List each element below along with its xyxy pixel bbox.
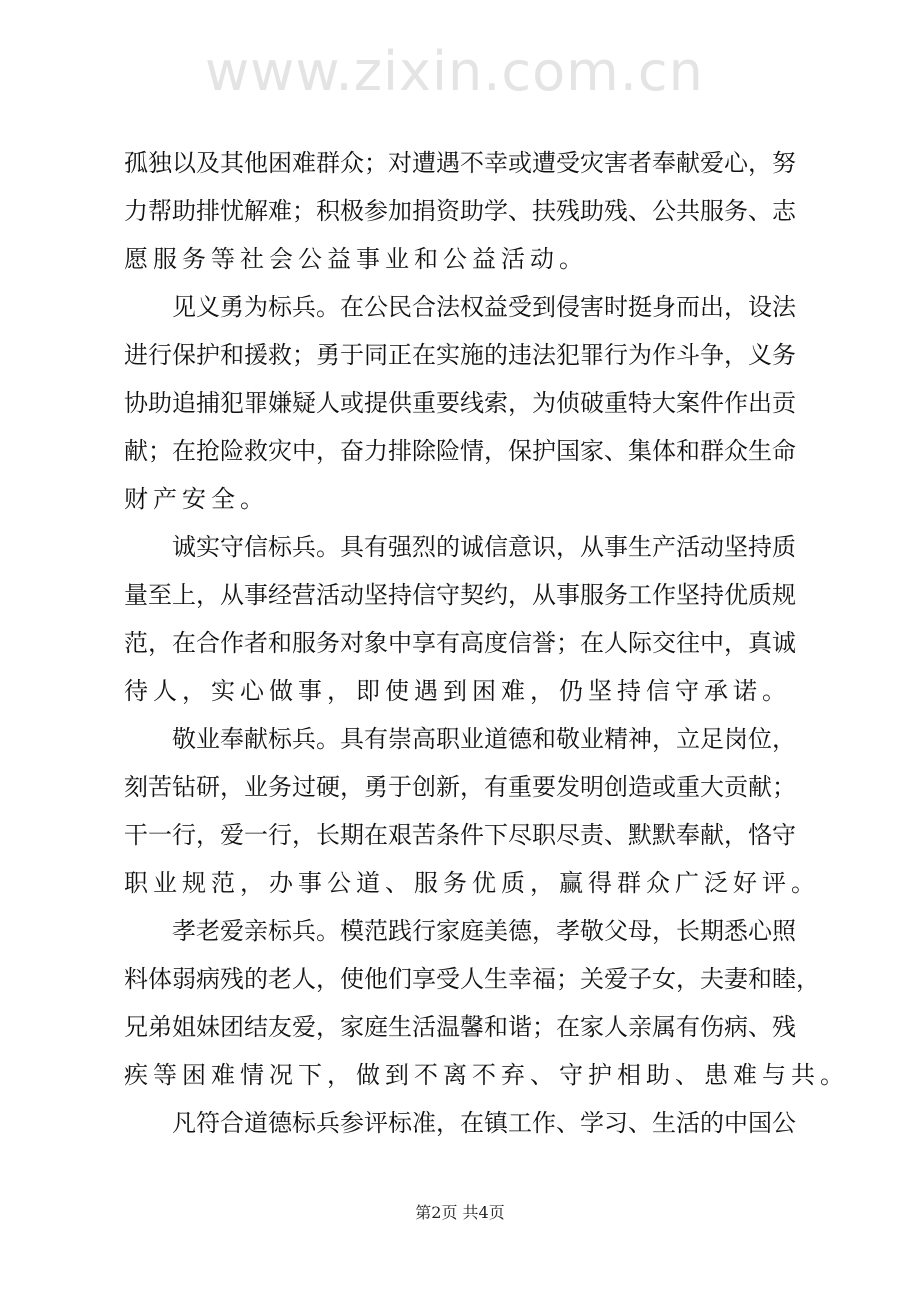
- text-line: 敬业奉献标兵。具有崇高职业道德和敬业精神，立足岗位，: [172, 725, 796, 753]
- text-line: 干一行，爱一行，长期在艰苦条件下尽职尽责、默默奉献，恪守: [124, 821, 796, 849]
- text-line: 范，在合作者和服务对象中享有高度信誉；在人际交往中，真诚: [124, 629, 796, 657]
- text-line: 孝老爱亲标兵。模范践行家庭美德，孝敬父母，长期悉心照: [172, 917, 796, 945]
- text-line: 愿服务等社会公益事业和公益活动。: [124, 245, 588, 273]
- text-line: 凡符合道德标兵参评标准，在镇工作、学习、生活的中国公: [172, 1109, 796, 1137]
- text-line: 见义勇为标兵。在公民合法权益受到侵害时挺身而出，设法: [172, 293, 796, 321]
- text-line: 疾等困难情况下，做到不离不弃、守护相助、患难与共。: [124, 1061, 849, 1089]
- text-line: 量至上，从事经营活动坚持信守契约，从事服务工作坚持优质规: [124, 581, 796, 609]
- text-line: 刻苦钻研，业务过硬，勇于创新，有重要发明创造或重大贡献；: [124, 773, 796, 801]
- text-line: 力帮助排忧解难；积极参加捐资助学、扶残助残、公共服务、志: [124, 197, 796, 225]
- text-line: 进行保护和援救；勇于同正在实施的违法犯罪行为作斗争，义务: [124, 341, 796, 369]
- text-line: 兄弟姐妹团结友爱，家庭生活温馨和谐；在家人亲属有伤病、残: [124, 1013, 796, 1041]
- page-number-footer: 第2页 共4页: [415, 1203, 505, 1222]
- text-line: 献；在抢险救灾中，奋力排除险情，保护国家、集体和群众生命: [124, 437, 796, 465]
- text-line: 诚实守信标兵。具有强烈的诚信意识，从事生产活动坚持质: [172, 533, 796, 561]
- text-line: 料体弱病残的老人，使他们享受人生幸福；关爱子女，夫妻和睦，: [124, 965, 820, 993]
- watermark: www.zixin.com.cn: [205, 40, 704, 103]
- text-line: 财产安全。: [124, 485, 269, 513]
- text-line: 孤独以及其他困难群众；对遭遇不幸或遭受灾害者奉献爱心，努: [124, 149, 796, 177]
- text-line: 待人，实心做事，即使遇到困难，仍坚持信守承诺。: [124, 677, 791, 705]
- text-line: 职业规范，办事公道、服务优质，赢得群众广泛好评。: [124, 869, 820, 897]
- text-line: 协助追捕犯罪嫌疑人或提供重要线索，为侦破重特大案件作出贡: [124, 389, 796, 417]
